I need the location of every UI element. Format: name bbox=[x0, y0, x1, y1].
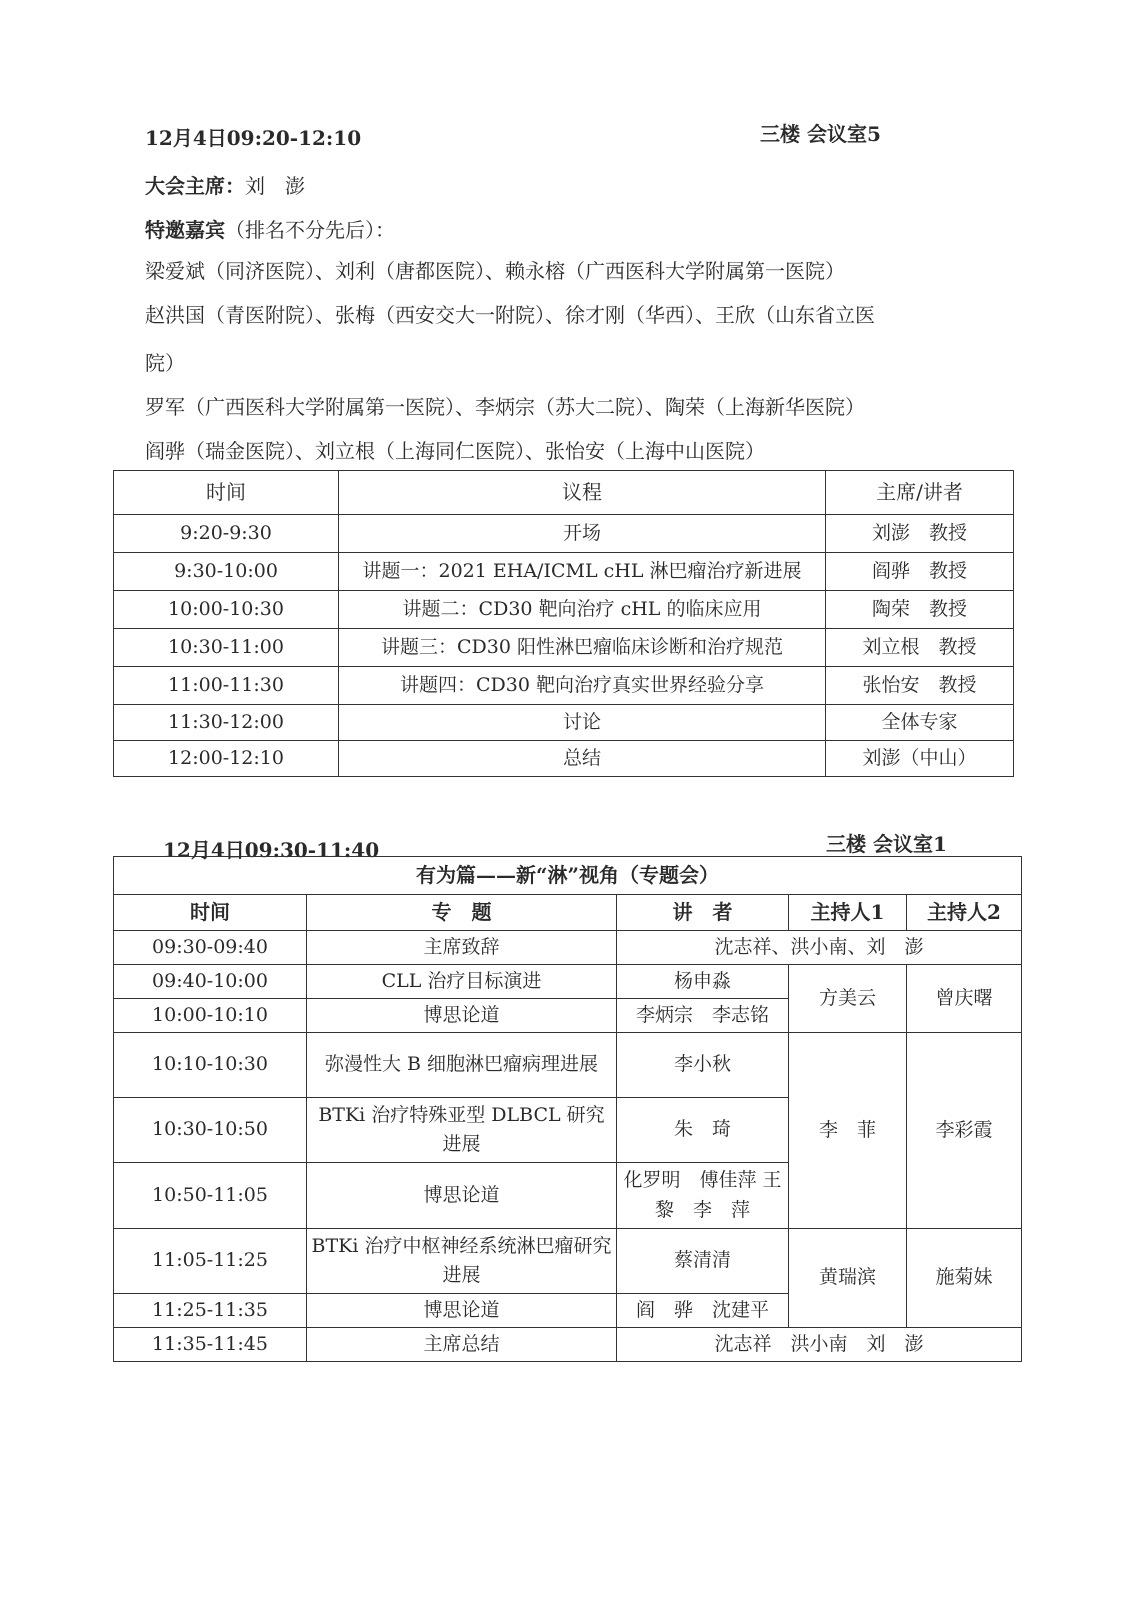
session1-chair bbox=[145, 170, 305, 199]
header-time: 时间 bbox=[114, 895, 307, 931]
guest-line: 赵洪国（青医附院）、张梅（西安交大一附院）、徐才刚（华西）、王欣（山东省立医 bbox=[145, 303, 875, 327]
guest-line: 梁爱斌（同济医院）、刘利（唐都医院）、赖永榕（广西医科大学附属第一医院） bbox=[145, 259, 845, 283]
session2-datetime: 12月4日09:30-11:40 bbox=[163, 838, 380, 862]
table-row bbox=[114, 629, 1014, 667]
table-row bbox=[114, 591, 1014, 629]
cell-topic: CLL 治疗目标演进 bbox=[307, 965, 617, 999]
guest-line: 阎骅（瑞金医院）、刘立根（上海同仁医院）、张怡安（上海中山医院） bbox=[145, 439, 765, 463]
cell-agenda: 讲题三：CD30 阳性淋巴瘤临床诊断和治疗规范 bbox=[339, 629, 826, 667]
cell-agenda: 开场 bbox=[339, 515, 826, 553]
table-row bbox=[114, 705, 1014, 741]
cell-agenda: 讨论 bbox=[339, 705, 826, 741]
cell-host2: 李彩霞 bbox=[907, 1033, 1022, 1229]
cell-time: 10:00-10:10 bbox=[114, 999, 307, 1033]
table-header-row bbox=[114, 895, 1022, 931]
cell-time: 10:00-10:30 bbox=[114, 591, 339, 629]
table-header-row bbox=[114, 471, 1014, 515]
cell-time: 12:00-12:10 bbox=[114, 741, 339, 777]
cell-speaker: 刘澎 教授 bbox=[826, 515, 1014, 553]
guest-line: 罗军（广西医科大学附属第一医院）、李炳宗（苏大二院）、陶荣（上海新华医院） bbox=[145, 395, 865, 419]
header-time: 时间 bbox=[114, 471, 339, 515]
cell-topic: BTKi 治疗特殊亚型 DLBCL 研究进展 bbox=[307, 1098, 617, 1163]
cell-agenda: 讲题二：CD30 靶向治疗 cHL 的临床应用 bbox=[339, 591, 826, 629]
cell-time: 11:25-11:35 bbox=[114, 1294, 307, 1328]
cell-speaker: 李炳宗 李志铭 bbox=[617, 999, 789, 1033]
cell-topic: 主席总结 bbox=[307, 1328, 617, 1362]
cell-speaker: 沈志祥、洪小南、刘 澎 bbox=[617, 931, 1022, 965]
cell-time: 11:00-11:30 bbox=[114, 667, 339, 705]
cell-host1: 方美云 bbox=[789, 965, 907, 1033]
cell-speaker: 李小秋 bbox=[617, 1033, 789, 1098]
cell-host1: 黄瑞滨 bbox=[789, 1229, 907, 1328]
guests-note: （排名不分先后）： bbox=[225, 218, 395, 242]
table-row bbox=[114, 931, 1022, 965]
cell-topic: 博思论道 bbox=[307, 1294, 617, 1328]
table-title-row bbox=[114, 857, 1022, 895]
cell-time: 10:10-10:30 bbox=[114, 1033, 307, 1098]
chair-label: 大会主席： bbox=[145, 174, 245, 198]
cell-time: 9:20-9:30 bbox=[114, 515, 339, 553]
cell-speaker: 全体专家 bbox=[826, 705, 1014, 741]
cell-time: 09:30-09:40 bbox=[114, 931, 307, 965]
cell-host1: 李 菲 bbox=[789, 1033, 907, 1229]
session1-agenda-table bbox=[113, 470, 1014, 777]
table-row bbox=[114, 667, 1014, 705]
cell-topic: BTKi 治疗中枢神经系统淋巴瘤研究进展 bbox=[307, 1229, 617, 1294]
session2-room: 三楼 会议室1 bbox=[826, 832, 947, 856]
cell-speaker: 化罗明 傅佳萍 王 黎 李 萍 bbox=[617, 1163, 789, 1229]
session1-datetime: 12月4日09:20-12:10 bbox=[145, 126, 362, 150]
cell-agenda: 讲题一：2021 EHA/ICML cHL 淋巴瘤治疗新进展 bbox=[339, 553, 826, 591]
cell-time: 10:50-11:05 bbox=[114, 1163, 307, 1229]
header-agenda: 议程 bbox=[339, 471, 826, 515]
cell-speaker: 蔡清清 bbox=[617, 1229, 789, 1294]
cell-agenda: 讲题四：CD30 靶向治疗真实世界经验分享 bbox=[339, 667, 826, 705]
table-row bbox=[114, 515, 1014, 553]
cell-time: 11:05-11:25 bbox=[114, 1229, 307, 1294]
cell-speaker: 阎 骅 沈建平 bbox=[617, 1294, 789, 1328]
cell-speaker: 朱 琦 bbox=[617, 1098, 789, 1163]
cell-time: 09:40-10:00 bbox=[114, 965, 307, 999]
cell-topic: 博思论道 bbox=[307, 999, 617, 1033]
cell-time: 10:30-10:50 bbox=[114, 1098, 307, 1163]
session1-guests-heading bbox=[145, 214, 395, 243]
cell-time: 10:30-11:00 bbox=[114, 629, 339, 667]
cell-time: 11:30-12:00 bbox=[114, 705, 339, 741]
cell-topic: 博思论道 bbox=[307, 1163, 617, 1229]
table-row bbox=[114, 553, 1014, 591]
cell-speaker: 张怡安 教授 bbox=[826, 667, 1014, 705]
cell-time: 11:35-11:45 bbox=[114, 1328, 307, 1362]
header-host2: 主持人2 bbox=[907, 895, 1022, 931]
cell-time: 9:30-10:00 bbox=[114, 553, 339, 591]
header-speaker: 主席/讲者 bbox=[826, 471, 1014, 515]
table-row bbox=[114, 741, 1014, 777]
cell-speaker: 陶荣 教授 bbox=[826, 591, 1014, 629]
table-row bbox=[114, 1328, 1022, 1362]
session2-agenda-table bbox=[113, 856, 1022, 1362]
header-topic: 专 题 bbox=[307, 895, 617, 931]
session1-room: 三楼 会议室5 bbox=[760, 122, 881, 146]
cell-speaker: 阎骅 教授 bbox=[826, 553, 1014, 591]
cell-speaker: 杨申淼 bbox=[617, 965, 789, 999]
cell-speaker: 刘澎（中山） bbox=[826, 741, 1014, 777]
cell-topic: 弥漫性大 B 细胞淋巴瘤病理进展 bbox=[307, 1033, 617, 1098]
cell-speaker: 刘立根 教授 bbox=[826, 629, 1014, 667]
chair-name: 刘 澎 bbox=[245, 174, 305, 198]
guests-label: 特邀嘉宾 bbox=[145, 218, 225, 242]
table-row bbox=[114, 1229, 1022, 1294]
cell-topic: 主席致辞 bbox=[307, 931, 617, 965]
table-row bbox=[114, 965, 1022, 999]
cell-agenda: 总结 bbox=[339, 741, 826, 777]
header-host1: 主持人1 bbox=[789, 895, 907, 931]
cell-host2: 施菊妹 bbox=[907, 1229, 1022, 1328]
cell-host2: 曾庆曙 bbox=[907, 965, 1022, 1033]
header-speaker: 讲 者 bbox=[617, 895, 789, 931]
guest-line: 院） bbox=[145, 351, 185, 375]
table-row bbox=[114, 1033, 1022, 1098]
cell-speaker: 沈志祥 洪小南 刘 澎 bbox=[617, 1328, 1022, 1362]
table-title: 有为篇——新“淋”视角（专题会） bbox=[114, 857, 1022, 895]
